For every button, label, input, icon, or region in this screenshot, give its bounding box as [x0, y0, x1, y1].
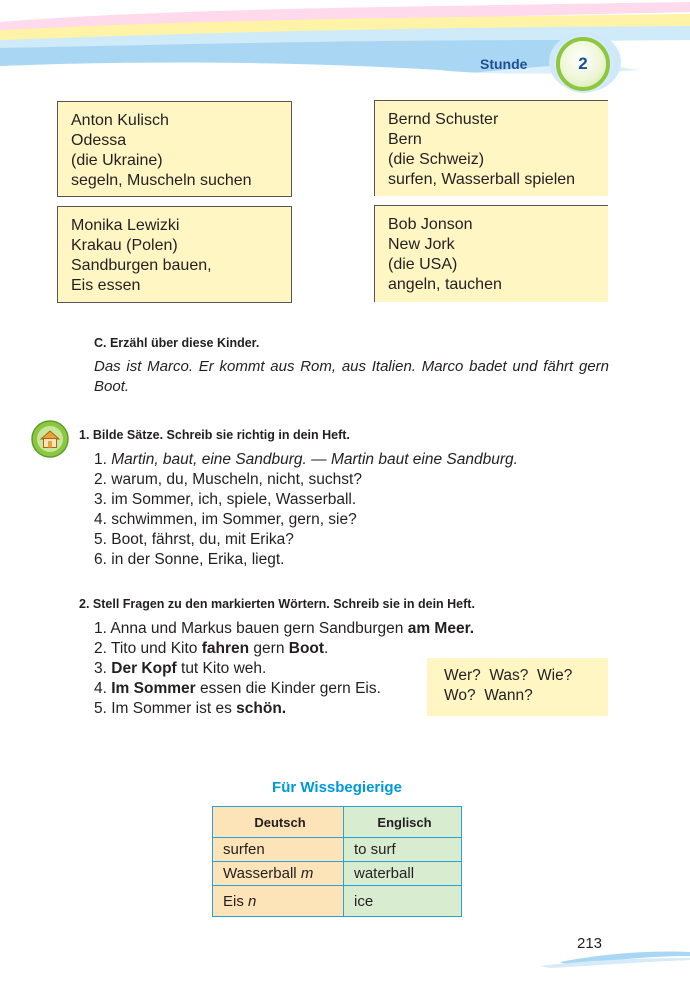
item-number: 3. [94, 491, 107, 508]
card-city: Odessa [71, 132, 127, 149]
page-number: 213 [577, 935, 603, 952]
card-name: Bernd Schuster [388, 111, 499, 128]
vocabulary-table [212, 806, 462, 917]
item-number: 4. [94, 511, 107, 528]
list-item [94, 619, 474, 639]
item-text: in der Sonne, Erika, liegt. [111, 551, 285, 568]
card-hobbies: angeln, tauchen [388, 276, 502, 293]
item-text: Tito und Kito [110, 640, 202, 657]
card-hobbies: Eis essen [71, 277, 141, 294]
table-header-row [213, 807, 462, 838]
item-number: 4. [94, 680, 107, 697]
item-number: 3. [94, 660, 107, 677]
cell-englisch: ice [344, 886, 462, 917]
task-1-list [94, 450, 518, 570]
item-text: Boot, fährst, du, mit Erika? [111, 531, 294, 548]
card-city: New Jork [388, 236, 455, 253]
item-text: Im Sommer ist es [111, 700, 237, 717]
list-item [94, 450, 518, 470]
card-hobbies: segeln, Muscheln suchen [71, 172, 252, 189]
item-number: 2. [94, 640, 107, 657]
item-text: essen die Kinder gern Eis. [195, 680, 381, 697]
marked-word: Der Kopf [111, 660, 177, 677]
item-number: 1. [94, 451, 107, 468]
profile-card-bernd [374, 100, 608, 196]
vocabulary-title: Für Wissbegierige [272, 779, 402, 796]
lesson-number-badge: 2 [556, 37, 610, 91]
table-row [213, 886, 462, 917]
cell-englisch: waterball [344, 862, 462, 886]
marked-word: Im Sommer [111, 680, 196, 697]
list-item [94, 699, 474, 719]
task-2-list [94, 619, 474, 719]
card-hobbies: surfen, Wasserball spielen [388, 171, 576, 188]
card-city: Bern [388, 131, 422, 148]
task-c-title: C. Erzähl über diese Kinder. [94, 336, 260, 350]
list-item [94, 490, 518, 510]
list-item [94, 530, 518, 550]
card-country: Sandburgen bauen, [71, 257, 212, 274]
card-name: Anton Kulisch [71, 112, 169, 129]
item-text: schwimmen, im Sommer, gern, sie? [111, 511, 357, 528]
item-number: 1. [94, 620, 107, 637]
cell-deutsch: Wasserball m [213, 862, 344, 886]
item-text: . [324, 640, 329, 657]
marked-word: Boot [288, 640, 325, 657]
marked-word: schön. [236, 700, 287, 717]
profile-card-bob [374, 205, 608, 302]
item-text: tut Kito weh. [176, 660, 267, 677]
footer-swoosh [540, 944, 690, 968]
card-name: Bob Jonson [388, 216, 473, 233]
table-row [213, 862, 462, 886]
table-row [213, 838, 462, 862]
card-country: (die Schweiz) [388, 151, 485, 168]
cell-deutsch: Eis n [213, 886, 344, 917]
item-text: Anna und Markus bauen gern Sandburgen [110, 620, 408, 637]
card-country: (die USA) [388, 256, 458, 273]
list-item [94, 550, 518, 570]
item-number: 5. [94, 700, 107, 717]
marked-word: fahren [201, 640, 250, 657]
column-header-englisch: Englisch [344, 807, 462, 838]
card-country: (die Ukraine) [71, 152, 163, 169]
lesson-label: Stunde [480, 56, 528, 72]
item-text: warum, du, Muscheln, nicht, suchst? [111, 471, 362, 488]
cell-deutsch: surfen [213, 838, 344, 862]
list-item [94, 659, 474, 679]
task-1-title: 1. Bilde Sätze. Schreib sie richtig in dein Heft. [79, 428, 350, 442]
cell-englisch: to surf [344, 838, 462, 862]
list-item [94, 510, 518, 530]
house-icon [31, 420, 69, 458]
task-2-title: 2. Stell Fragen zu den markierten Wörtern. Schreib sie in dein Heft. [79, 597, 475, 611]
column-header-deutsch: Deutsch [213, 807, 344, 838]
question-words-box: Wer? Was? Wie? Wo? Wann? [427, 658, 608, 716]
profile-card-monika [57, 206, 292, 303]
item-text: im Sommer, ich, spiele, Wasserball. [111, 491, 357, 508]
list-item [94, 679, 474, 699]
item-number: 6. [94, 551, 107, 568]
item-number: 5. [94, 531, 107, 548]
item-number: 2. [94, 471, 107, 488]
profile-card-anton [57, 101, 292, 197]
marked-word: am Meer. [407, 620, 475, 637]
list-item [94, 470, 518, 490]
list-item [94, 639, 474, 659]
item-text: Martin, baut, eine Sandburg. — Martin baut eine Sandburg. [111, 451, 518, 468]
card-city: Krakau (Polen) [71, 237, 178, 254]
task-c-example: Das ist Marco. Er kommt aus Rom, aus Italien. Marco badet und fährt gern Boot. [94, 358, 609, 395]
item-text: gern [249, 640, 289, 657]
card-name: Monika Lewizki [71, 217, 180, 234]
